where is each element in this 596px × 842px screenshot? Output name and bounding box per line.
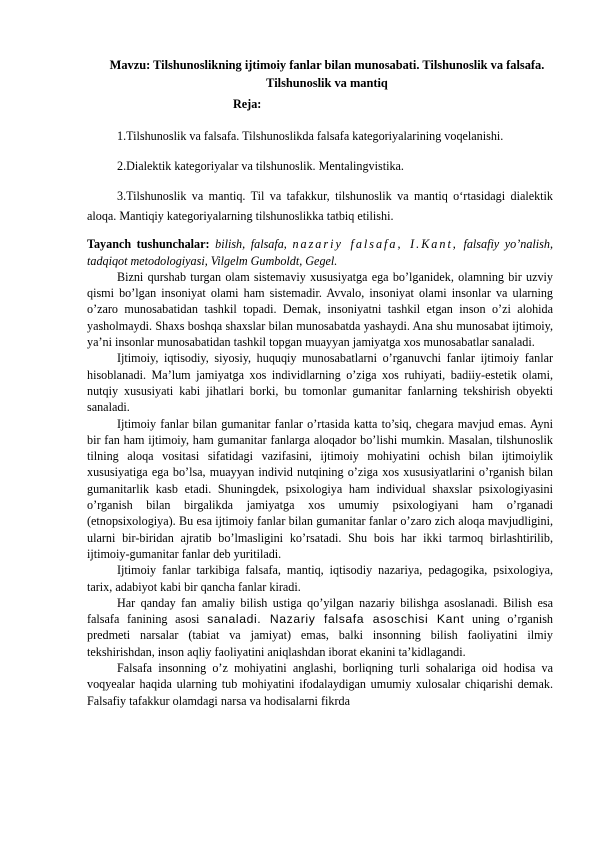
- page-title: Mavzu: Tilshunoslikning ijtimoiy fanlar bilan munosabati. Tilshunoslik va falsafa. Tilshunoslik va mantiq: [109, 58, 545, 90]
- plan-item-1: [87, 126, 553, 146]
- body-paragraph-5-c: uning o’rganish predmeti narsalar (tabiat va jamiyat) emas, balki insonning bilish faoliyatini ilmiy tekshirishdan, inson aqliy faoliyatini aniqlashdan iborat ekanini ta’kidlagandi.: [87, 612, 553, 659]
- plan-item-3-text: 3.Tilshunoslik va mantiq. Til va tafakkur, tilshunoslik va mantiq o‘rtasidagi dialektik aloqa. Mantiqiy kategoriyalarning tilshunoslikka tatbiq etilishi.: [87, 189, 553, 224]
- plan-item-2-text: 2.Dialektik kategoriyalar va tilshunoslik. Mentalingvistika.: [117, 159, 404, 174]
- plan-item-1-text: 1.Tilshunoslik va falsafa. Tilshunoslikda falsafa kategoriyalarining voqelanishi.: [117, 129, 504, 144]
- plan-item-3: [87, 186, 553, 226]
- keywords-label: Tayanch tushunchalar:: [87, 237, 210, 252]
- body-paragraph-3: Ijtimoiy fanlar bilan gumanitar fanlar o’rtasida katta to’siq, chegara mavjud emas. Ayni bir fan ham ijtimoiy, ham gumanitar fanlarga aloqador bo’lishi mumkin. Masalan, tilshunoslik tilning aloqa vositasi sifatidagi vazifasini, ijtimoiy mohiyatini ochish bilan ijtimoiylik xususiyatiga ega bo’lsa, muayyan individ nutqining o’ziga xos xususiyatlarini o’rganish bilan gumanitarlik kasb etadi. Shuningdek, psixologiya ham individual shaxslar psixologiyasini o’rganish bilan birgalikda jamiyatga xos umumiy psixologiyani ham o’rganadi (etnopsixologiya). Bu esa ijtimoiy fanlar bilan gumanitar fanlar o’zaro zich aloqa mavjudligini, ularni bir-biridan ajratib bo’lmasligini ko’rsatadi. Shu bois har ikki tarmoq birlashtirilib, ijtimoiy-gumanitar fanlar deb yuritiladi.: [87, 416, 553, 561]
- keywords-paragraph: [87, 236, 553, 269]
- body-paragraph-5: [87, 595, 553, 660]
- body-paragraph-5-b: sanaladi. Nazariy falsafa asoschisi Kant: [207, 612, 465, 627]
- body-paragraph-6: Falsafa insonning o’z mohiyatini anglashi, borliqning turli sohalariga oid hodisa va voqyealar haqida ularning tub mohiyatini ifodalaydigan umumiy xulosalar chiqarishi demak. Falsafiy tafakkur olamdagi narsa va hodisalarni fikrda: [87, 661, 553, 708]
- keywords-list-b: falsafiy yo’nalish, tadqiqot metodologiyasi, Vilgelm Gumboldt, Gegel.: [87, 237, 554, 268]
- document-content: [87, 56, 553, 709]
- keywords-list-a: bilish, falsafa,: [215, 237, 287, 252]
- body-paragraph-4: Ijtimoiy fanlar tarkibiga falsafa, mantiq, iqtisodiy nazariya, pedagogika, psixologiya, tarix, adabiyot kabi bir qancha fanlar kiradi.: [87, 563, 553, 594]
- body-paragraph-1: Bizni qurshab turgan olam sistemaviy xususiyatga ega bo’lganidek, olamning bir uzviy qismi bo’lgan insoniyat olami ham sistemadir. Avvalo, insoniyat olami insonlar va ularning o’zaro munosabatidan tashkil topadi. Demak, insoniyatni tashkil etgan inson o’zi alohida yasholmaydi. Shaxs boshqa shaxslar bilan munosabatda yashaydi. Ana shu munosabat ijtimoiy, ya’ni insonlar munosabatidan tashkil topgan muayyan jamiyatga xos munosabatlar sanaladi.: [87, 269, 553, 350]
- keywords-list-spaced: nazariy falsafa, I.Kant,: [292, 237, 458, 252]
- plan-heading: Reja:: [233, 97, 262, 111]
- plan-item-2: [87, 156, 553, 176]
- body-paragraph-5-a: Har qanday fan amaliy bilish ustiga qo’yilgan nazariy bilishga asoslanadi. Bilish esa falsafa fanining asosi: [87, 595, 553, 627]
- body-paragraph-2: Ijtimoiy, iqtisodiy, siyosiy, huquqiy munosabatlarni o’rganuvchi fanlar ijtimoiy fanlar hisoblanadi. Ma’lum jamiyatga xos individlarning o’ziga xos ruhiyati, badiiy-estetik olami, nutqiy xususiyati kabi jihatlari borki, bu tomonlar gumanitar fanlarning tekshirish obyekti sanaladi.: [87, 351, 553, 415]
